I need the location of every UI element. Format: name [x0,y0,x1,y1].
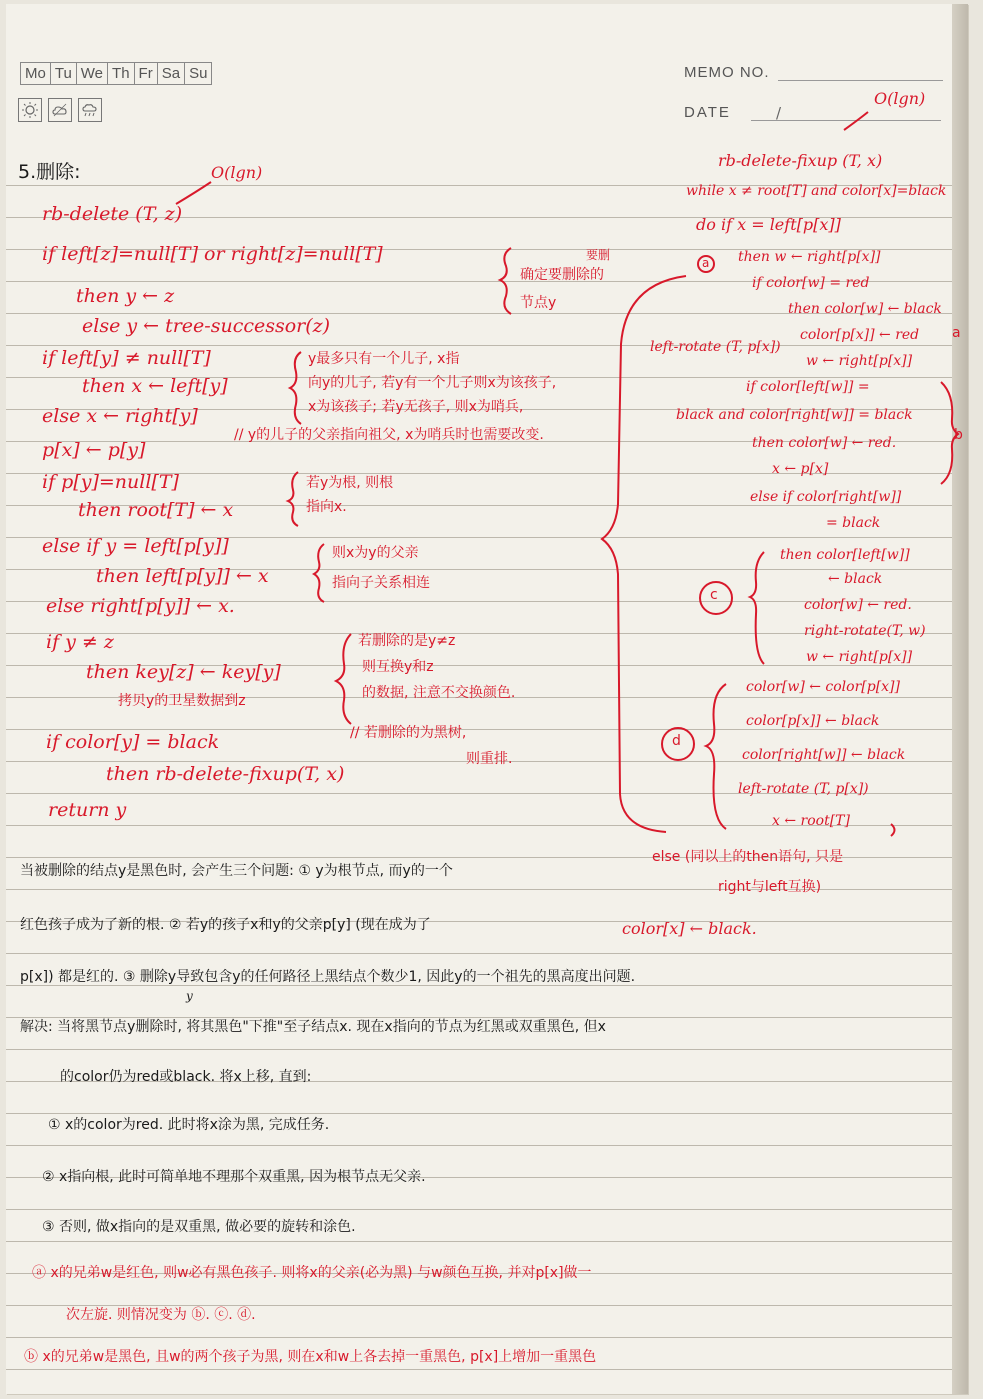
code-line: if left[y] ≠ null[T] [42,347,211,369]
fixup-line: color[p[x]] ← black [746,713,880,729]
note: 指向x. [306,499,347,515]
fixup-line: = black [826,515,881,531]
note: 要删 [586,248,611,262]
y-mark: y [186,989,193,1003]
weekday-mo: Mo [21,63,51,84]
brace-4 [314,544,324,602]
fixup-line: color[w] ← red. [804,597,912,613]
fixup-line: color[p[x]] ← red [800,327,920,343]
fixup-line: left-rotate (T, p[x]) [738,781,869,797]
code-line: else if y = left[p[y]] [42,535,229,557]
section-title: 5.删除: [18,161,81,183]
code-line: then y ← z [76,285,175,307]
fixup-line: then color[w] ← red. [752,435,897,451]
fixup-line: color[w] ← color[p[x]] [746,679,900,695]
explanation-line: 当被删除的结点y是黑色时, 会产生三个问题: ① y为根节点, 而y的一个 [20,863,453,879]
case-label-d: d [672,733,681,749]
code-line: then left[p[y]] ← x [96,565,269,587]
fixup-line: then color[w] ← black [788,301,942,317]
code-line: then x ← left[y] [82,375,228,397]
weekday-sa: Sa [158,63,185,84]
note: 的数据, 注意不交换颜色. [362,685,516,701]
fixup-line: x ← root[T] [772,813,850,829]
complexity-arrow-left [176,182,211,204]
note: 则重排. [466,751,513,767]
brace-2 [290,352,301,424]
code-line: then root[T] ← x [78,499,234,521]
code-line: if p[y]=null[T] [42,471,179,493]
case-label-c: c [710,587,718,603]
note: 则互换y和z [362,659,434,675]
code-line: else y ← tree-successor(z) [82,315,331,337]
case-explanation: ⓐ x的兄弟w是红色, 则w必有黑色孩子. 则将x的父亲(必为黑) 与w颜色互换, 并对p[x]做一 [32,1265,592,1281]
explanation-line: 解决: 当将黑节点y删除时, 将其黑色"下推"至子结点x. 现在x指向的节点为红黑或双重黑色, 但x [20,1019,606,1035]
note: x为该孩子; 若y无孩子, 则x为哨兵, [308,399,524,415]
date-slash: / [776,104,782,122]
brace-5 [336,634,351,724]
code-line: then rb-delete-fixup(T, x) [106,763,345,785]
explanation-line: 红色孩子成为了新的根. ② 若y的孩子x和y的父亲p[y] (现在成为了 [20,917,431,933]
fixup-line: left-rotate (T, p[x]) [650,339,781,355]
right-complexity: O(lgn) [874,89,926,108]
weekday-we: We [77,63,108,84]
fixup-final: color[x] ← black. [622,919,757,938]
fixup-line: while x ≠ root[T] and color[x]=black [686,183,947,199]
code-line: if color[y] = black [46,731,220,753]
brace-1 [500,248,511,314]
fixup-line: black and color[right[w]] = black [676,407,913,423]
weekday-su: Su [189,65,208,82]
weekday-tu: Tu [51,63,77,84]
note: // y的儿子的父亲指向祖父, x为哨兵时也需要改变. [234,427,544,443]
date-label: DATE [684,104,731,121]
note: 若删除的是y≠z [358,633,456,649]
brace-3 [288,472,298,526]
note: 确定要删除的 [520,267,604,283]
weekday-fr: Fr [135,63,158,84]
fixup-line: else if color[right[w]] [750,489,902,505]
note: 若y为根, 则根 [306,475,394,491]
fixup-line: if color[w] = red [752,275,870,291]
fixup-else-note: else (同以上的then语句, 只是 [652,849,844,865]
note: 则x为y的父亲 [332,545,419,561]
case-label-b: b [954,427,963,443]
case-label-a: a [702,256,710,270]
explanation-line: p[x]) 都是红的. ③ 删除y导致包含y的任何路径上黑结点个数少1, 因此y的一个祖先的黑高度出问题. [20,969,636,985]
closing-brace-d [891,824,895,836]
fixup-else-note-2: right与left互换) [718,879,822,895]
fixup-line: if color[left[w]] = [746,379,870,395]
explanation-line: 的color仍为red或black. 将x上移, 直到: [60,1069,312,1085]
fixup-line: do if x = left[p[x]] [696,215,841,234]
fixup-line: x ← p[x] [772,461,829,477]
weekday-th: Th [108,63,135,84]
explanation-line: ② x指向根, 此时可简单地不理那个双重黑, 因为根节点无父亲. [42,1169,426,1185]
fixup-line: w ← right[p[x]] [806,649,913,665]
fixup-line: right-rotate(T, w) [804,623,926,639]
left-complexity: O(lgn) [211,163,263,182]
case-label-a-2: a [952,325,961,341]
fixup-line: then color[left[w]] [780,547,910,563]
code-line: else right[p[y]] ← x. [46,595,235,617]
note: 拷贝y的卫星数据到z [118,693,246,709]
case-explanation: ⓑ x的兄弟w是黑色, 且w的两个孩子为黑, 则在x和w上各去掉一重黑色, p[x]上增加一重黑色 [24,1349,597,1365]
brace-d [706,684,726,829]
note: 节点y [520,295,557,311]
code-line: if left[z]=null[T] or right[z]=null[T] [42,243,383,265]
note: 向y的儿子, 若y有一个儿子则x为该孩子, [308,375,557,391]
note: y最多只有一个儿子, x指 [308,351,460,367]
notebook-page [6,4,968,1394]
explanation-line: ① x的color为red. 此时将x涂为黑, 完成任务. [48,1117,330,1133]
explanation-line: ③ 否则, 做x指向的是双重黑, 做必要的旋转和涂色. [42,1219,356,1235]
fixup-line: then w ← right[p[x]] [738,249,881,265]
fixup-line: rb-delete-fixup (T, x) [718,151,883,170]
fixup-line: ← black [828,571,883,587]
code-line: else x ← right[y] [42,405,198,427]
fixup-line: w ← right[p[x]] [806,353,913,369]
note: 指向子关系相连 [332,575,430,591]
brace-c [750,552,764,664]
note: // 若删除的为黑树, [350,725,467,741]
code-line: return y [48,799,127,821]
code-line: p[x] ← p[y] [42,439,146,461]
code-line: if y ≠ z [46,631,114,653]
code-line: rb-delete (T, z) [42,203,183,225]
memo-no-label: MEMO NO. [684,64,770,81]
code-line: then key[z] ← key[y] [86,661,281,683]
case-explanation: 次左旋. 则情况变为 ⓑ. ⓒ. ⓓ. [66,1307,256,1323]
complexity-arrow-right [844,112,868,130]
fixup-line: color[right[w]] ← black [742,747,906,763]
